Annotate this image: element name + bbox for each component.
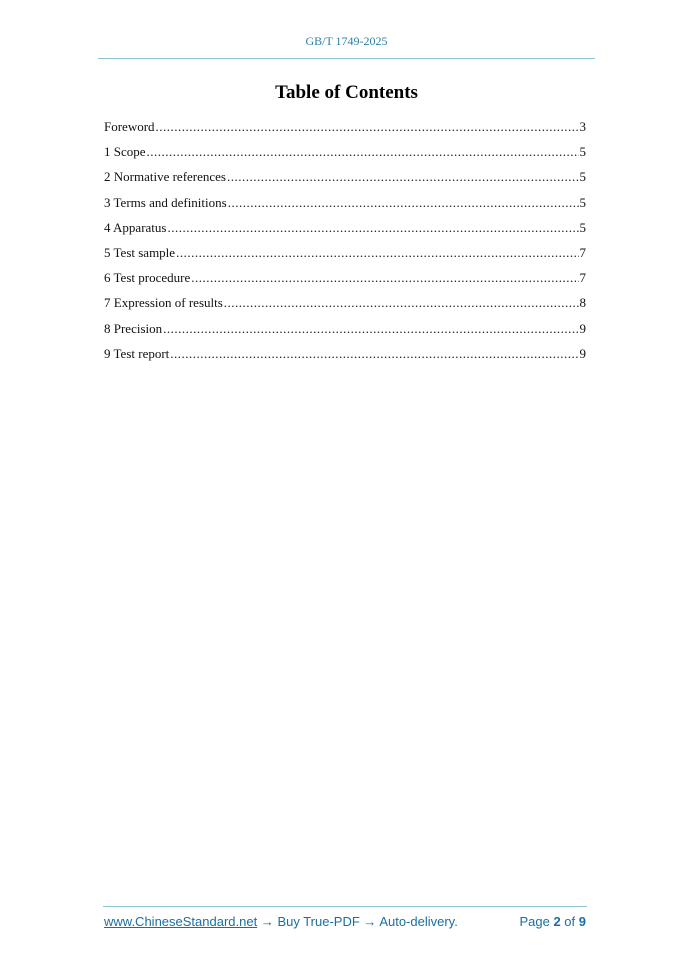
toc-dot-leader [228, 192, 579, 214]
toc-dot-leader [167, 217, 578, 239]
arrow-icon: → [359, 914, 380, 929]
toc-dot-leader [227, 166, 579, 188]
page-footer [104, 914, 586, 934]
toc-entry-test-report[interactable] [104, 343, 586, 368]
toc-entry-page: 9 [579, 345, 586, 361]
toc-entry-apparatus[interactable] [104, 217, 586, 242]
toc-entry-label: 4 Apparatus [104, 219, 167, 235]
toc-entry-scope[interactable] [104, 141, 586, 166]
toc-entry-label: 7 Expression of results [104, 295, 223, 311]
document-code-header: GB/T 1749-2025 [305, 34, 388, 48]
toc-entry-terms-and-definitions[interactable] [104, 192, 586, 217]
toc-entry-label: 2 Normative references [104, 169, 226, 185]
toc-entry-label: 6 Test procedure [104, 270, 191, 286]
toc-entry-label: 3 Terms and definitions [104, 194, 227, 210]
total-page-count: 9 [578, 914, 586, 929]
toc-dot-leader [224, 292, 579, 314]
toc-entry-page: 7 [579, 244, 586, 260]
footer-divider [103, 906, 587, 907]
toc-dot-leader [163, 318, 578, 340]
toc-dot-leader [147, 141, 579, 163]
of-word: of [564, 914, 576, 929]
header-divider [98, 58, 595, 59]
toc-entry-page: 7 [579, 270, 586, 286]
toc-entry-label: 8 Precision [104, 320, 163, 336]
toc-entry-label: 5 Test sample [104, 244, 176, 260]
page-word: Page [519, 914, 550, 929]
toc-entry-expression-of-results[interactable] [104, 292, 586, 317]
toc-entry-foreword[interactable] [104, 116, 586, 141]
toc-dot-leader [170, 343, 578, 365]
toc-entry-page: 5 [579, 169, 586, 185]
toc-dot-leader [176, 242, 578, 264]
toc-entry-test-sample[interactable] [104, 242, 586, 267]
toc-list [104, 116, 586, 368]
toc-entry-label: Foreword [104, 119, 155, 134]
toc-entry-label: 9 Test report [104, 345, 170, 361]
arrow-icon: → [257, 914, 278, 929]
toc-entry-precision[interactable] [104, 318, 586, 343]
current-page-number: 2 [553, 914, 561, 929]
site-link[interactable]: www.ChineseStandard.net [104, 914, 258, 929]
toc-title: Table of Contents [275, 82, 418, 103]
toc-entry-test-procedure[interactable] [104, 267, 586, 292]
toc-entry-page: 9 [579, 320, 586, 336]
toc-entry-page: 5 [579, 219, 586, 235]
footer-step-buy: Buy True-PDF [277, 914, 360, 929]
toc-entry-label: 1 Scope [104, 144, 146, 160]
footer-step-delivery: Auto-delivery. [379, 914, 458, 929]
footer-promo [104, 914, 458, 929]
toc-entry-normative-references[interactable] [104, 166, 586, 191]
toc-dot-leader [156, 116, 579, 138]
toc-entry-page: 5 [579, 194, 586, 210]
toc-dot-leader [191, 267, 578, 289]
toc-entry-page: 8 [579, 295, 586, 311]
toc-entry-page: 3 [579, 119, 586, 134]
page-indicator [519, 914, 586, 929]
toc-entry-page: 5 [579, 144, 586, 160]
